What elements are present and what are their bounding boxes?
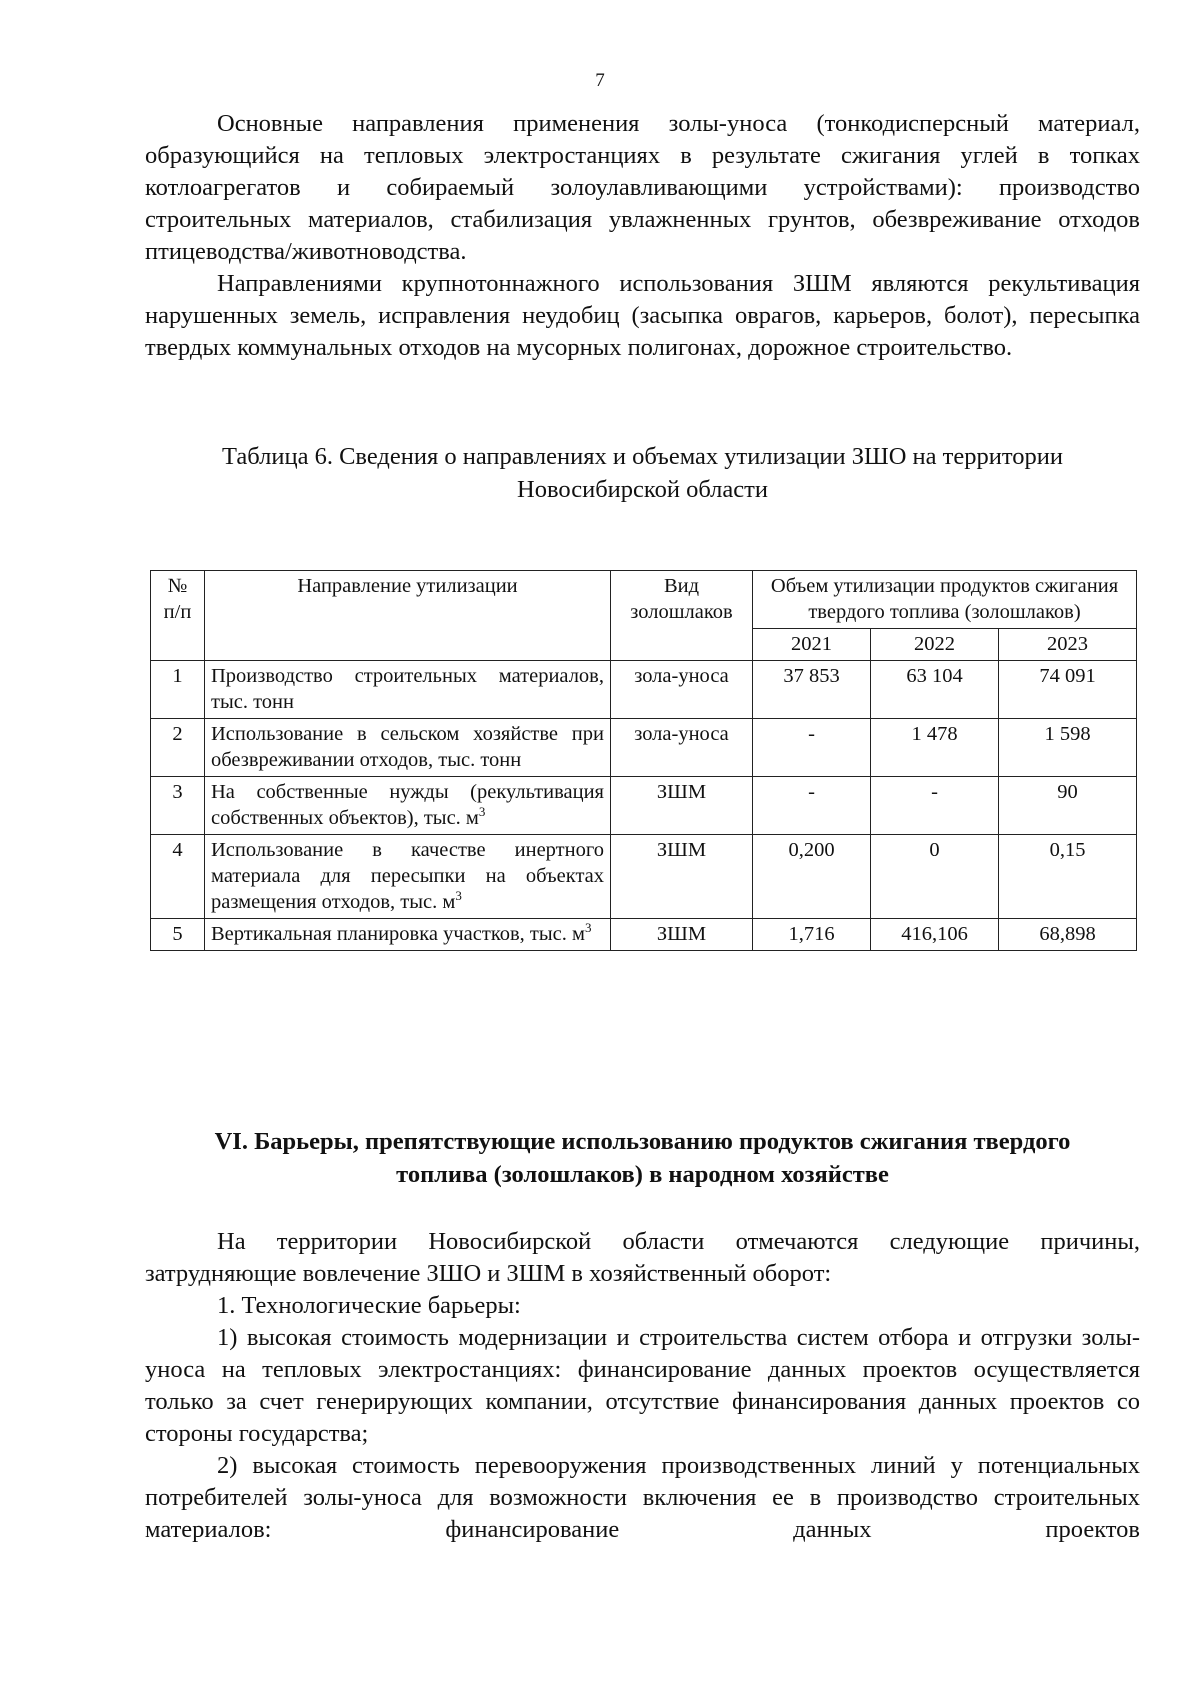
header-num: № п/п [151, 571, 205, 661]
row-direction: На собственные нужды (рекультивация собственных объектов), тыс. м [211, 781, 604, 829]
paragraph-barriers-intro: На территории Новосибирской области отмечаются следующие причины, затрудняющие вовлечение ЗШО и ЗШМ в хозяйственный оборот: [145, 1228, 1140, 1287]
row-direction: Вертикальная планировка участков, тыс. м [211, 923, 585, 945]
row-value-2021: 0,200 [753, 835, 871, 919]
intro-text [145, 108, 1140, 364]
unit-superscript: 3 [584, 920, 592, 936]
row-type: ЗШМ [611, 835, 753, 919]
paragraph-fly-ash-uses: Основные направления применения золы-уноса (тонкодисперсный материал, образующийся на тепловых электростанциях в результате сжигания углей в топках котлоагрегатов и собираемый золоулавливающими устройствами): производство строительных материалов, стабилизация увлажненных грунтов, обезвреживание отходов птицеводства/животноводства. [145, 110, 1140, 265]
row-value-2021: - [753, 777, 871, 835]
row-direction-cell [205, 835, 611, 919]
row-value-2021: 1,716 [753, 919, 871, 951]
row-type: зола-уноса [611, 661, 753, 719]
row-value-2022: 1 478 [871, 719, 999, 777]
header-year-2022: 2022 [871, 629, 999, 661]
row-value-2023: 74 091 [999, 661, 1137, 719]
row-direction: Использование в сельском хозяйстве при обезвреживании отходов, тыс. тонн [205, 719, 611, 777]
utilization-table [150, 570, 1137, 951]
row-value-2021: - [753, 719, 871, 777]
row-num: 2 [151, 719, 205, 777]
section-heading-line2: топлива (золошлаков) в народном хозяйстве [396, 1161, 889, 1188]
row-value-2023: 90 [999, 777, 1137, 835]
header-type: Вид золошлаков [611, 571, 753, 661]
table-row [151, 719, 1137, 777]
row-value-2021: 37 853 [753, 661, 871, 719]
paragraph-tech-barriers: 1. Технологические барьеры: [217, 1292, 521, 1319]
row-value-2022: - [871, 777, 999, 835]
paragraph-barrier-1: 1) высокая стоимость модернизации и строительства систем отбора и отгрузки золы-уноса на тепловых электростанциях: финансирование данных проектов осуществляется только за счет генерирующих компании, отсутствие финансирования данных проектов со стороны государства; [145, 1324, 1140, 1447]
table-header-row [151, 571, 1137, 629]
row-direction-cell [205, 777, 611, 835]
row-num: 4 [151, 835, 205, 919]
table-row [151, 919, 1137, 951]
page-number: 7 [595, 70, 605, 91]
section-heading [145, 1125, 1140, 1191]
row-value-2022: 416,106 [871, 919, 999, 951]
row-direction: Использование в качестве инертного материала для пересыпки на объектах размещения отходов, тыс. м [211, 839, 604, 913]
row-value-2023: 0,15 [999, 835, 1137, 919]
header-direction: Направление утилизации [205, 571, 611, 661]
table-row [151, 661, 1137, 719]
row-type: зола-уноса [611, 719, 753, 777]
unit-superscript: 3 [455, 888, 462, 904]
body-text [145, 1226, 1140, 1546]
header-volume: Объем утилизации продуктов сжигания твердого топлива (золошлаков) [753, 571, 1137, 629]
row-type: ЗШМ [611, 919, 753, 951]
row-num: 5 [151, 919, 205, 951]
row-value-2023: 68,898 [999, 919, 1137, 951]
row-direction-cell [205, 919, 611, 951]
header-year-2021: 2021 [753, 629, 871, 661]
row-value-2022: 0 [871, 835, 999, 919]
row-value-2023: 1 598 [999, 719, 1137, 777]
table-row [151, 835, 1137, 919]
row-value-2022: 63 104 [871, 661, 999, 719]
row-num: 3 [151, 777, 205, 835]
row-direction: Производство строительных материалов, тыс. тонн [205, 661, 611, 719]
header-year-2023: 2023 [999, 629, 1137, 661]
row-type: ЗШМ [611, 777, 753, 835]
paragraph-barrier-2: 2) высокая стоимость перевооружения производственных линий у потенциальных потребителей золы-уноса для возможности включения ее в производство строительных материалов: финансирование данных проектов [145, 1452, 1140, 1543]
row-num: 1 [151, 661, 205, 719]
table-caption-line2: Новосибирской области [517, 476, 768, 503]
paragraph-zshm-uses: Направлениями крупнотоннажного использования ЗШМ являются рекультивация нарушенных земель, исправления неудобиц (засыпка оврагов, карьеров, болот), пересыпка твердых коммунальных отходов на мусорных полигонах, дорожное строительство. [145, 270, 1140, 361]
section-heading-line1: VI. Барьеры, препятствующие использованию продуктов сжигания твердого [214, 1128, 1071, 1155]
table-caption [150, 440, 1135, 506]
table-caption-line1: Таблица 6. Сведения о направлениях и объемах утилизации ЗШО на территории [222, 443, 1063, 470]
unit-superscript: 3 [478, 804, 486, 820]
table-row [151, 777, 1137, 835]
